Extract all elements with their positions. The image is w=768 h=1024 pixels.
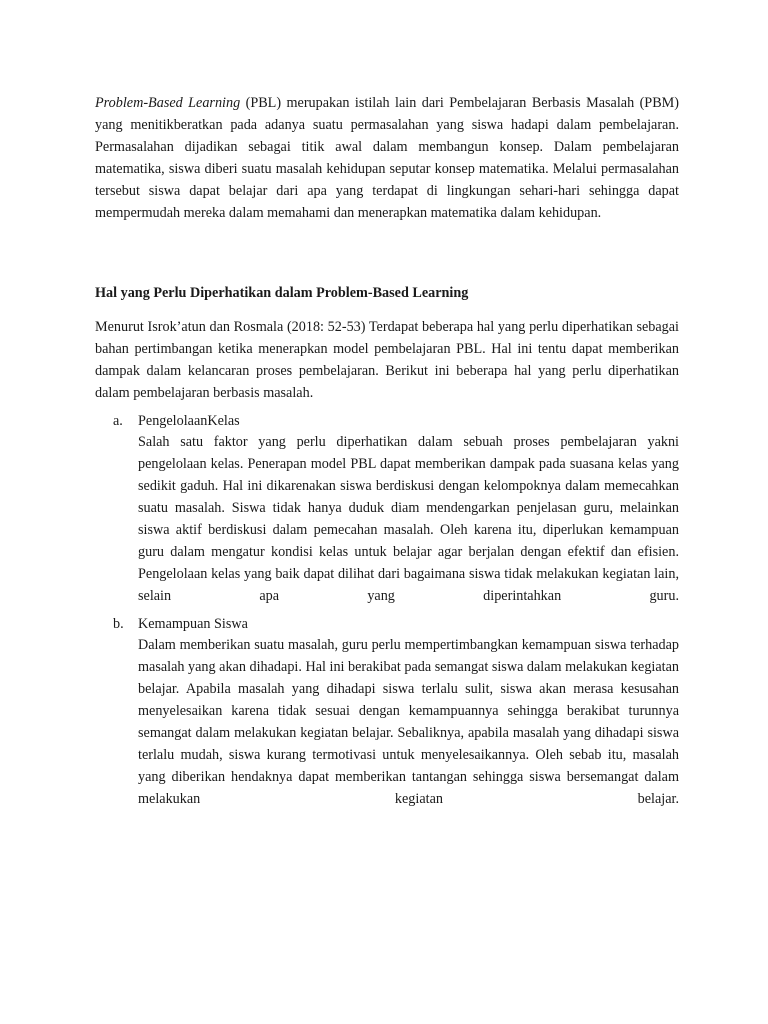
list-item-body: Salah satu faktor yang perlu diperhatikan dalam sebuah proses pembelajaran yakni pengelolaan kelas. Penerapan model PBL dapat memberikan dampak pada suasana kelas yang sedikit gaduh. Hal ini dikarenakan siswa berdiskusi dengan kelompoknya dalam memecahkan suatu masalah. Siswa tidak hanya duduk diam mendengarkan penjelasan guru, melainkan siswa aktif berdiskusi dalam pemecahan masalah. Oleh karena itu, diperlukan kemampuan guru dalam mengatur kondisi kelas untuk belajar agar berjalan dengan efektif dan efisien. Pengelolaan kelas yang baik dapat dilihat dari bagaimana siswa tidak melakukan kegiatan lain, selain apa yang diperintahkan guru. [138,434,679,604]
list-item-title: Kemampuan Siswa [138,616,248,632]
list-marker: a. [113,413,123,429]
intro-text: (PBL) merupakan istilah lain dari Pembelajaran Berbasis Masalah (PBM) yang menitikberatkan pada adanya suatu permasalahan yang siswa hadapi dalam pembelajaran. Permasalahan dijadikan sebagai titik awal dalam membangun konsep. Dalam pembelajaran matematika, siswa diberi suatu masalah kehidupan seputar konsep matematika. Melalui permasalahan tersebut siswa dapat belajar dari apa yang terdapat di lingkungan sehari-hari sehingga dapat mempermudah mereka dalam memahami dan menerapkan matematika dalam kehidupan. [95,95,679,221]
list-marker: b. [113,616,124,632]
document-page [95,92,679,807]
section-heading: Hal yang Perlu Diperhatikan dalam Problem-Based Learning [95,285,469,301]
intro-paragraph [95,92,679,224]
intro-italic-term: Problem-Based Learning [95,95,241,111]
section-paragraph: Menurut Isrok’atun dan Rosmala (2018: 52-53) Terdapat beberapa hal yang perlu diperhatikan sebagai bahan pertimbangan ketika menerapkan model pembelajaran PBL. Hal ini tentu dapat memberikan dampak dalam kelancaran proses pembelajaran. Berikut ini beberapa hal yang perlu diperhatikan dalam pembelajaran berbasis masalah. [95,319,679,401]
list-item-title: PengelolaanKelas [138,413,240,429]
list-item-body: Dalam memberikan suatu masalah, guru perlu mempertimbangkan kemampuan siswa terhadap masalah yang akan dihadapi. Hal ini berakibat pada semangat siswa dalam melakukan kegiatan belajar. Apabila masalah yang dihadapi siswa terlalu sulit, siswa akan merasa kesusahan menyelesaikan karena tidak sesuai dengan kemampuannya sehingga berakibat turunnya semangat dalam melakukan kegiatan belajar. Sebaliknya, apabila masalah yang dihadapi siswa terlalu mudah, siswa kurang termotivasi untuk menyelesaikannya. Oleh sebab itu, masalah yang diberikan hendaknya dapat memberikan tantangan sehingga siswa bersemangat dalam melakukan kegiatan belajar. [138,637,679,807]
